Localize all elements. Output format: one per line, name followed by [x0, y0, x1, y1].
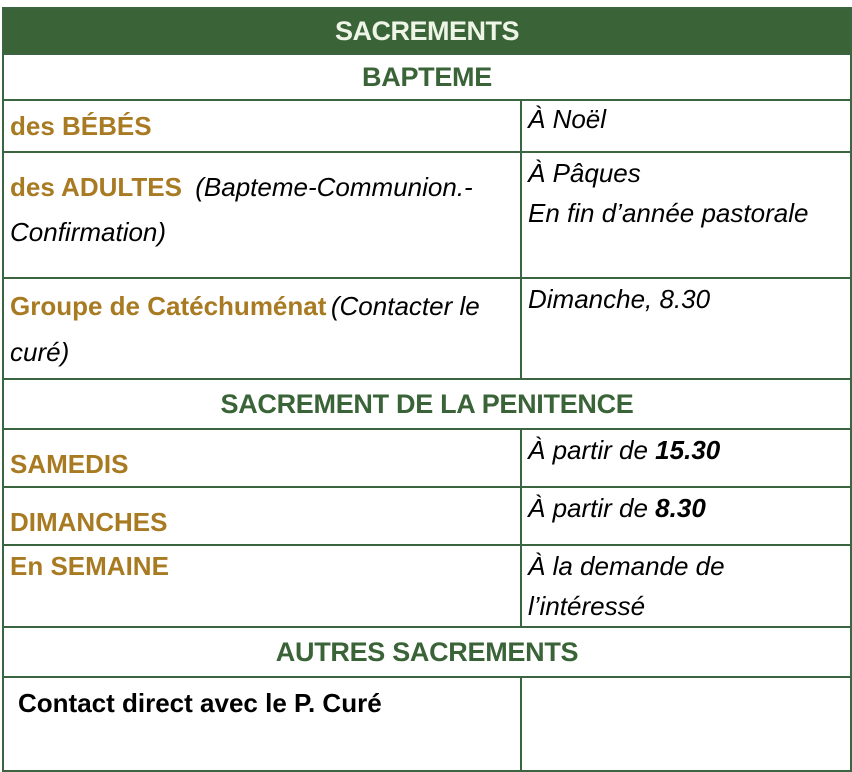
row-label-cell [3, 429, 521, 487]
row-label: SAMEDIS [10, 449, 129, 479]
table-row [3, 278, 851, 379]
row-label-cell [3, 545, 521, 627]
row-value-cell [521, 152, 851, 278]
contact-text: Contact direct avec le P. Curé [18, 688, 382, 718]
row-value-prefix: À partir de [528, 493, 656, 523]
row-value-line: En fin d’année pastorale [528, 198, 809, 228]
row-value-cell [521, 278, 851, 379]
row-label: DIMANCHES [10, 507, 168, 537]
row-label: des BÉBÉS [10, 110, 152, 141]
row-label-cell [3, 487, 521, 545]
row-note: (Bapteme-Communion.-Confirmation) [10, 172, 473, 247]
row-value-cell [521, 487, 851, 545]
row-value-cell [521, 429, 851, 487]
section-heading-autres: AUTRES SACREMENTS [3, 627, 851, 677]
row-value-time: 8.30 [655, 493, 706, 523]
section-header-row [3, 379, 851, 429]
sacrements-table [2, 7, 852, 772]
title-row [3, 8, 851, 54]
table-row [3, 100, 851, 152]
table-row [3, 545, 851, 627]
row-label: Groupe de Catéchuménat [10, 291, 327, 321]
section-header-row [3, 54, 851, 100]
row-note: (Contacter le curé) [10, 291, 480, 367]
row-label-cell [3, 677, 521, 771]
row-value: À la demande de l’intéressé [528, 551, 725, 621]
row-value-line: À Pâques [528, 158, 641, 188]
row-label-cell [3, 152, 521, 278]
row-value-time: 15.30 [655, 435, 721, 465]
section-heading-penitence: SACREMENT DE LA PENITENCE [3, 379, 851, 429]
row-value: À Noël [528, 104, 607, 134]
table-row [3, 152, 851, 278]
row-value-prefix: À partir de [528, 435, 656, 465]
section-heading-bapteme: BAPTEME [3, 54, 851, 100]
row-value-cell [521, 545, 851, 627]
row-value: Dimanche, 8.30 [528, 284, 711, 314]
row-label-cell [3, 278, 521, 379]
table-row [3, 677, 851, 771]
table-row [3, 429, 851, 487]
row-label-cell [3, 100, 521, 152]
table-row [3, 487, 851, 545]
section-header-row [3, 627, 851, 677]
row-label: des ADULTES [10, 172, 182, 202]
row-value-cell [521, 677, 851, 771]
table-title: SACREMENTS [3, 8, 851, 54]
row-label: En SEMAINE [10, 551, 169, 581]
row-value-cell [521, 100, 851, 152]
